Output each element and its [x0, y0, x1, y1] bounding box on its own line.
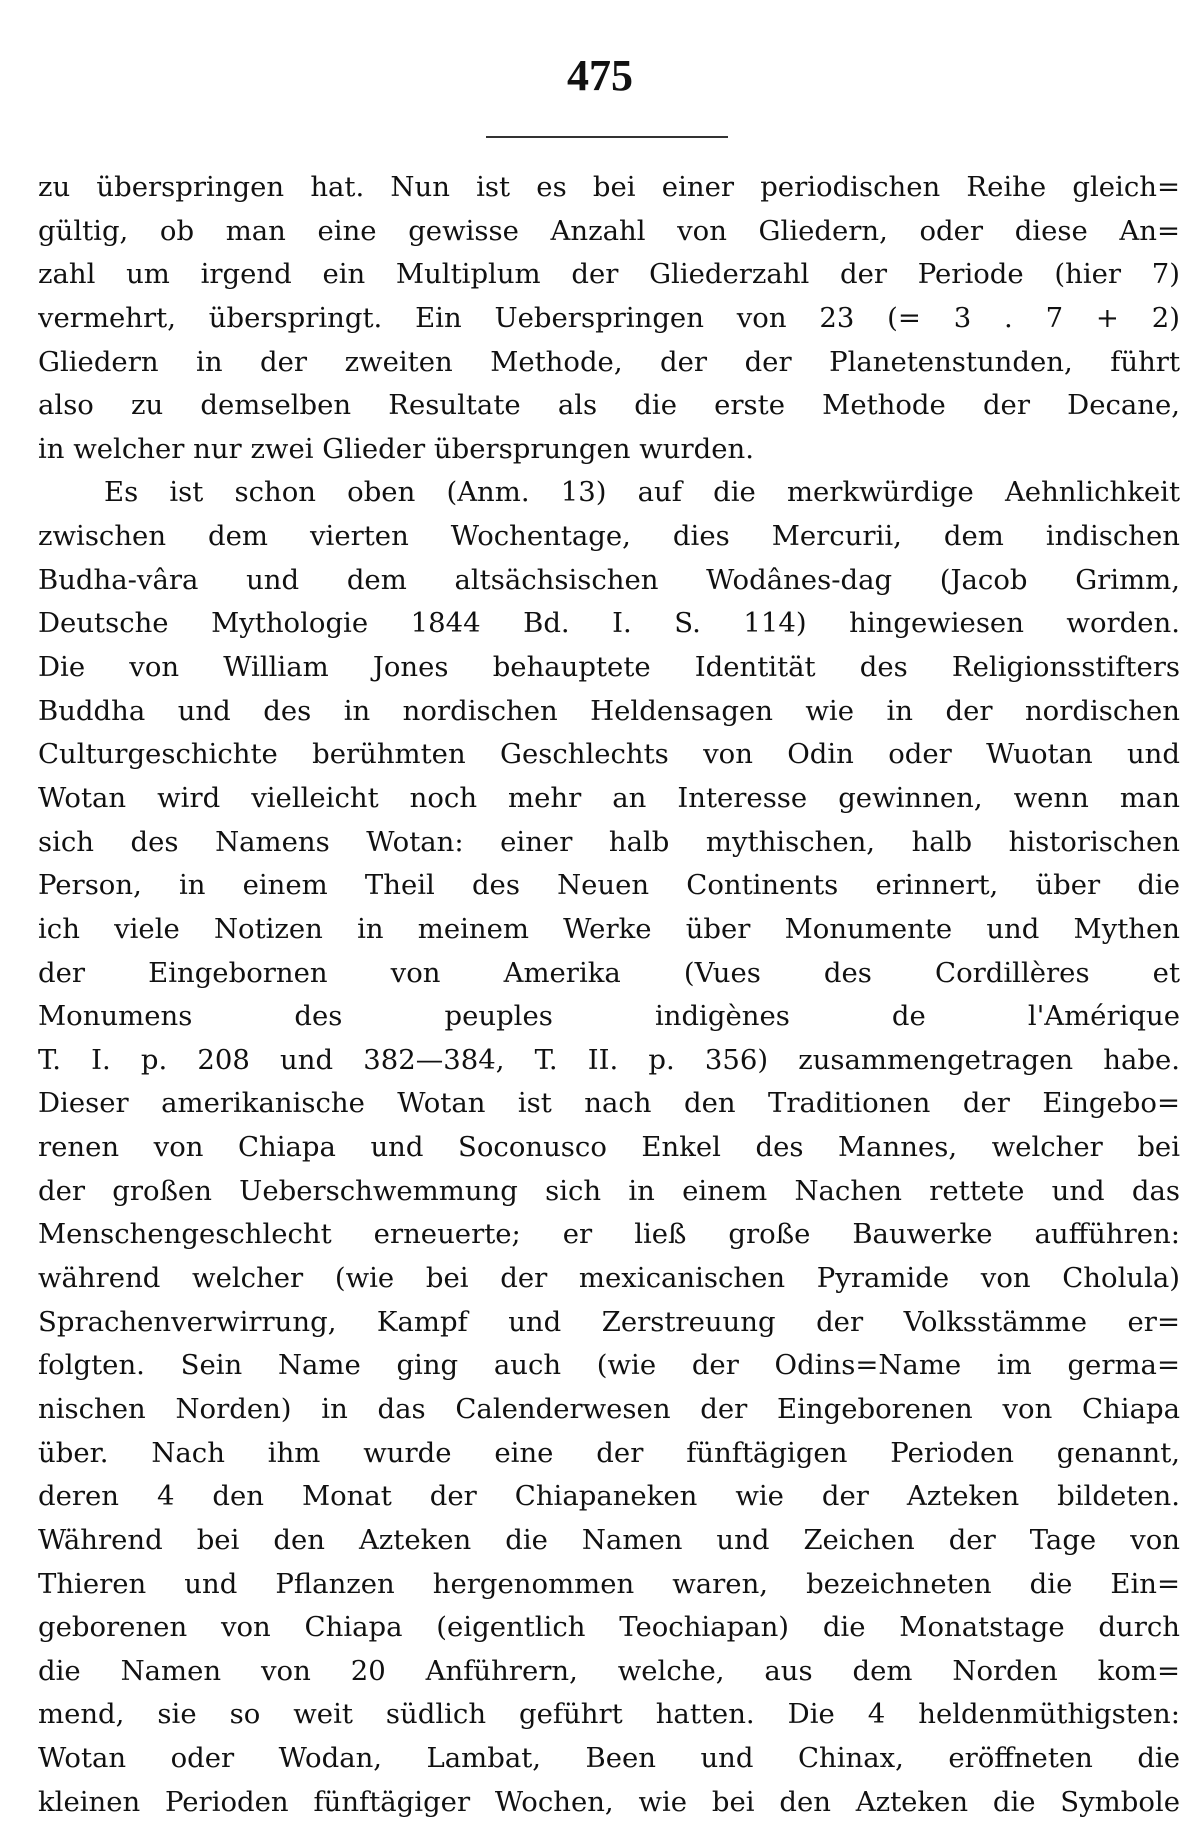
text-line: Wotan oder Wodan, Lambat, Been und Chinax, eröffneten die [38, 1742, 1180, 1775]
text-line: der großen Ueberschwemmung sich in einem Nachen rettete und das [38, 1174, 1180, 1207]
text-line: Die von William Jones behauptete Identität des Religionsstifters [38, 651, 1180, 684]
text-line: über. Nach ihm wurde eine der fünftägigen Perioden genannt, [38, 1436, 1180, 1469]
text-line: kleinen Perioden fünftägiger Wochen, wie bei den Azteken die Symbole [38, 1785, 1180, 1818]
text-line: Buddha und des in nordischen Heldensagen wie in der nordischen [38, 694, 1180, 727]
page-number: 475 [567, 51, 633, 100]
text-line: deren 4 den Monat der Chiapaneken wie der Azteken bildeten. [38, 1480, 1180, 1513]
text-line: zwischen dem vierten Wochentage, dies Mercurii, dem indischen [38, 520, 1180, 553]
text-line: Sprachenverwirrung, Kampf und Zerstreuung der Volksstämme er= [38, 1305, 1180, 1338]
text-line: während welcher (wie bei der mexicanischen Pyramide von Cholula) [38, 1262, 1180, 1295]
text-line: Es ist schon oben (Anm. 13) auf die merkwürdige Aehnlichkeit [104, 476, 1180, 509]
body-text [38, 166, 1180, 1824]
text-line: geborenen von Chiapa (eigentlich Teochiapan) die Monatstage durch [38, 1611, 1180, 1644]
text-line: Menschengeschlecht erneuerte; er ließ große Bauwerke aufführen: [38, 1218, 1180, 1251]
text-line: gültig, ob man eine gewisse Anzahl von Gliedern, oder diese An= [38, 214, 1180, 247]
text-line: vermehrt, überspringt. Ein Ueberspringen von 23 (= 3 . 7 + 2) [38, 301, 1180, 334]
text-line: sich des Namens Wotan: einer halb mythischen, halb historischen [38, 825, 1180, 858]
text-line: der Eingebornen von Amerika (Vues des Cordillères et [38, 956, 1180, 989]
text-line: Thieren und Pflanzen hergenommen waren, bezeichneten die Ein= [38, 1567, 1180, 1600]
text-line: ich viele Notizen in meinem Werke über Monumente und Mythen [38, 912, 1180, 945]
text-line: Budha-vâra und dem altsächsischen Wodânes-dag (Jacob Grimm, [38, 563, 1180, 596]
text-line: Culturgeschichte berühmten Geschlechts von Odin oder Wuotan und [38, 738, 1180, 771]
text-line: Person, in einem Theil des Neuen Continents erinnert, über die [38, 869, 1180, 902]
text-line: zu überspringen hat. Nun ist es bei einer periodischen Reihe gleich= [38, 171, 1180, 203]
text-line: nischen Norden) in das Calenderwesen der Eingeborenen von Chiapa [38, 1392, 1180, 1425]
text-line: in welcher nur zwei Glieder übersprungen wurden. [38, 432, 754, 465]
text-line: renen von Chiapa und Soconusco Enkel des Mannes, welcher bei [38, 1131, 1180, 1164]
header-rule [486, 136, 728, 138]
text-line: Wotan wird vielleicht noch mehr an Interesse gewinnen, wenn man [38, 781, 1180, 814]
text-line: also zu demselben Resultate als die erste Methode der Decane, [38, 389, 1180, 422]
text-line: T. I. p. 208 und 382—384, T. II. p. 356) zusammengetragen habe. [38, 1043, 1180, 1076]
text-line: folgten. Sein Name ging auch (wie der Odins=Name im germa= [38, 1349, 1180, 1382]
text-line: mend, sie so weit südlich geführt hatten. Die 4 heldenmüthigsten: [38, 1698, 1180, 1731]
text-line: Dieser amerikanische Wotan ist nach den Traditionen der Eingebo= [38, 1087, 1180, 1120]
text-line: Während bei den Azteken die Namen und Zeichen der Tage von [38, 1523, 1180, 1556]
text-line: Gliedern in der zweiten Methode, der der Planetenstunden, führt [38, 345, 1180, 378]
text-line: Deutsche Mythologie 1844 Bd. I. S. 114) hingewiesen worden. [38, 607, 1180, 640]
text-line: zahl um irgend ein Multiplum der Gliederzahl der Periode (hier 7) [38, 258, 1180, 291]
text-line: die Namen von 20 Anführern, welche, aus dem Norden kom= [38, 1654, 1180, 1687]
text-line: Monumens des peuples indigènes de l'Amérique [38, 1000, 1180, 1033]
